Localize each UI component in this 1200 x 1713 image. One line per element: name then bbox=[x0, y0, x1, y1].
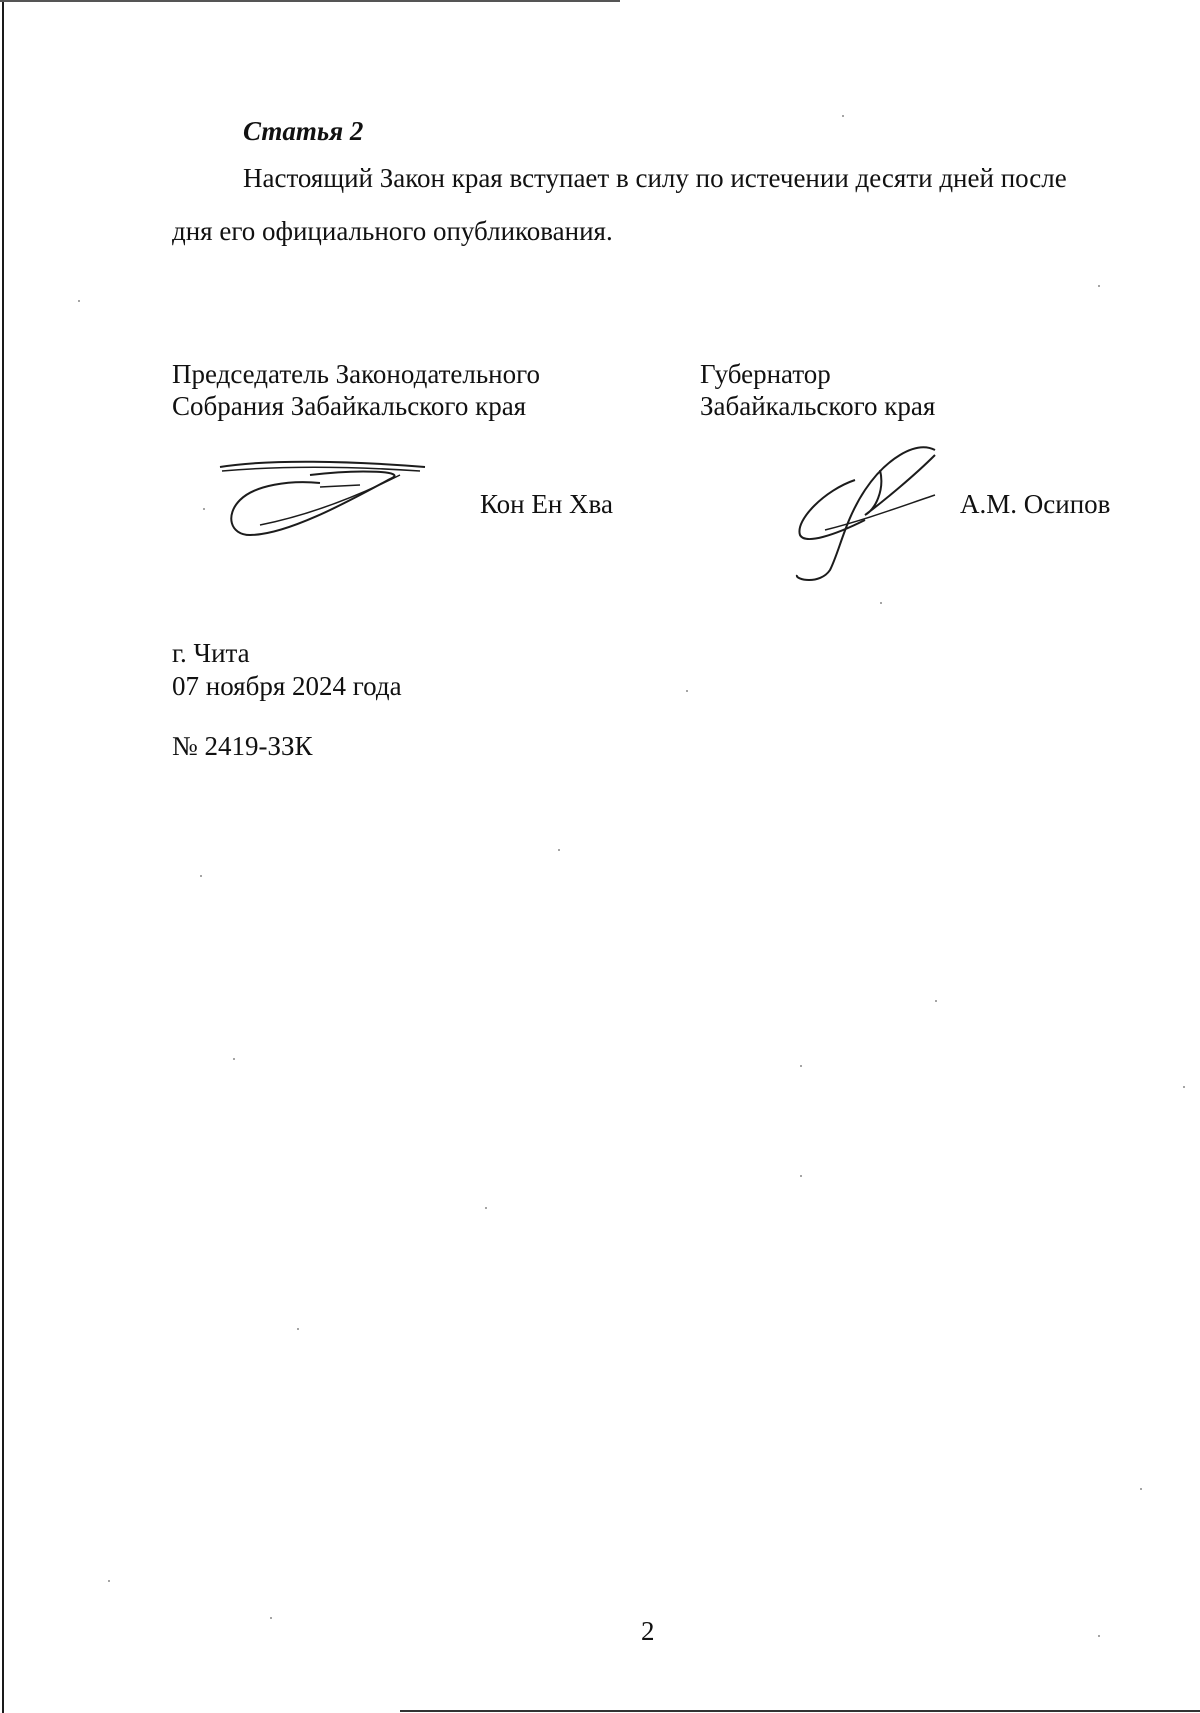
chairman-title-line-1: Председатель Законодательного bbox=[172, 359, 541, 389]
chairman-name: Кон Ен Хва bbox=[480, 489, 613, 519]
scan-speck bbox=[108, 1580, 110, 1582]
scan-speck bbox=[1140, 1488, 1142, 1490]
scan-speck bbox=[558, 849, 560, 851]
scan-speck bbox=[880, 602, 882, 604]
article-heading: Статья 2 bbox=[243, 116, 364, 146]
scan-speck bbox=[1098, 285, 1100, 287]
scan-speck bbox=[297, 1328, 299, 1330]
scan-bottom-edge bbox=[400, 1710, 1200, 1712]
scan-speck bbox=[78, 300, 80, 302]
city: г. Чита bbox=[172, 638, 250, 668]
scan-speck bbox=[800, 1065, 802, 1067]
scan-speck bbox=[1183, 1086, 1185, 1088]
scan-speck bbox=[203, 508, 205, 510]
governor-signature bbox=[785, 440, 945, 590]
document-number: № 2419-ЗЗК bbox=[172, 731, 313, 761]
document-date: 07 ноября 2024 года bbox=[172, 671, 402, 701]
scan-speck bbox=[842, 115, 844, 117]
chairman-title-line-2: Собрания Забайкальского края bbox=[172, 391, 527, 421]
chairman-signature bbox=[210, 455, 440, 545]
article-text-line-2: дня его официального опубликования. bbox=[172, 216, 613, 246]
governor-title-line-2: Забайкальского края bbox=[700, 391, 936, 421]
scan-speck bbox=[935, 1000, 937, 1002]
governor-title-line-1: Губернатор bbox=[700, 359, 831, 389]
article-text-line-1: Настоящий Закон края вступает в силу по истечении десяти дней после bbox=[243, 163, 1067, 193]
scan-speck bbox=[233, 1058, 235, 1060]
page-number: 2 bbox=[641, 1616, 655, 1646]
governor-name: А.М. Осипов bbox=[960, 489, 1111, 519]
scan-speck bbox=[1098, 1635, 1100, 1637]
scan-left-edge bbox=[2, 0, 4, 1713]
scan-speck bbox=[200, 875, 202, 877]
scan-speck bbox=[800, 1175, 802, 1177]
scan-speck bbox=[270, 1617, 272, 1619]
scan-speck bbox=[686, 690, 688, 692]
scan-speck bbox=[485, 1207, 487, 1209]
scan-top-edge bbox=[0, 0, 620, 2]
